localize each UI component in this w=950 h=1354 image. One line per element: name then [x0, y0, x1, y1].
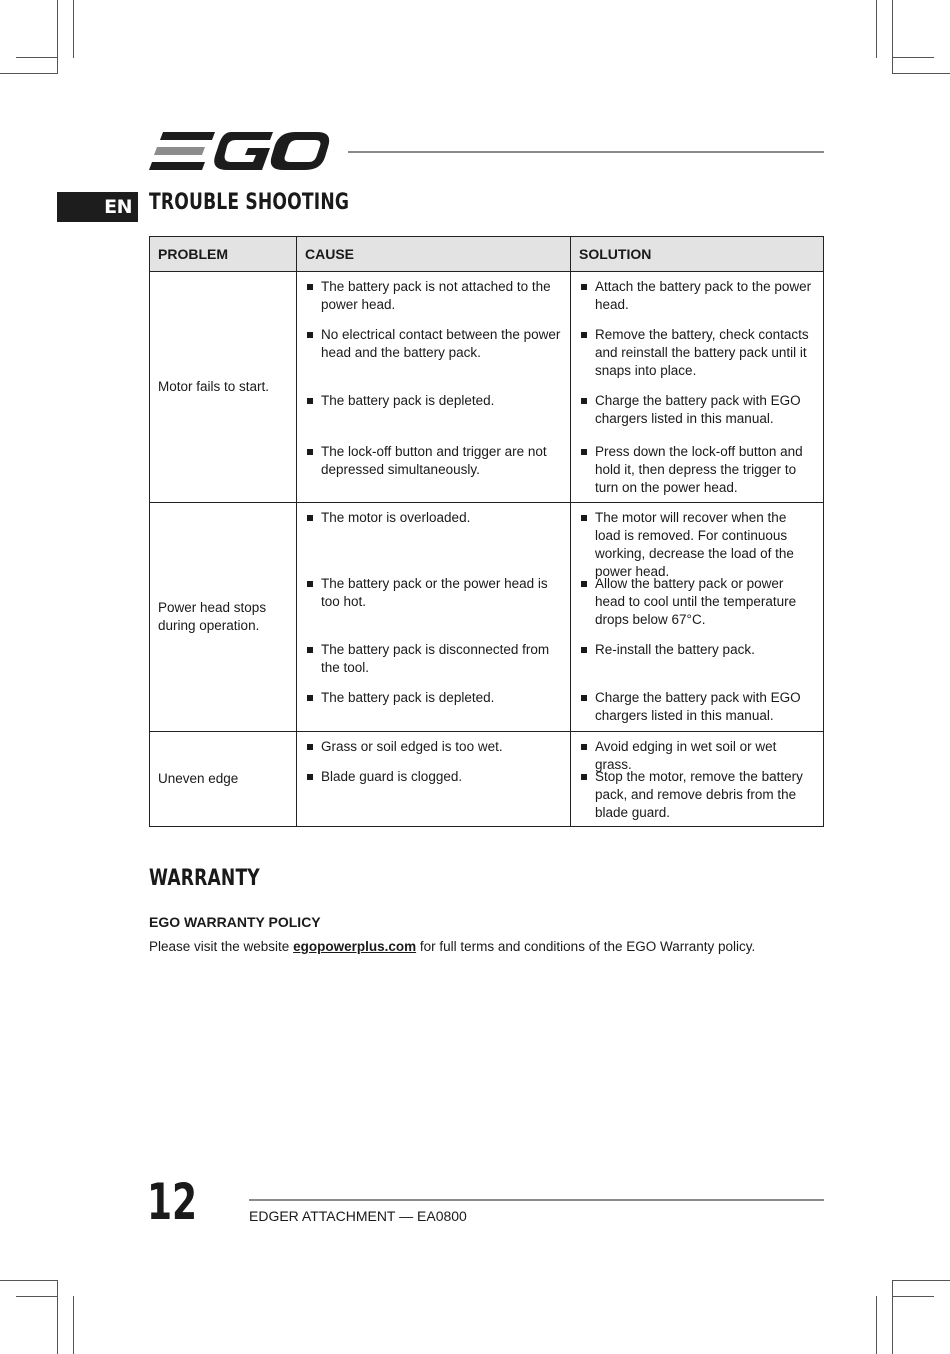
problem-cell: Power head stops during operation. [150, 503, 297, 732]
cause-text: The battery pack is not attached to the power head. [321, 279, 551, 312]
bullet-icon [307, 284, 313, 290]
warranty-text [149, 939, 755, 954]
crop-mark [57, 0, 58, 74]
solution-text: Stop the motor, remove the battery pack, and remove debris from the blade guard. [595, 769, 803, 820]
header-problem: PROBLEM [150, 237, 297, 272]
problem-cell: Motor fails to start. [150, 272, 297, 503]
crop-mark [73, 1296, 74, 1354]
troubleshooting-title: TROUBLE SHOOTING [149, 190, 350, 215]
header-rule [348, 151, 824, 153]
crop-mark [892, 0, 893, 74]
crop-mark [0, 73, 57, 74]
crop-mark [876, 1296, 877, 1354]
bullet-icon [307, 695, 313, 701]
website-link[interactable]: egopowerplus.com [293, 939, 417, 954]
bullet-icon [307, 398, 313, 404]
solution-cell [571, 272, 824, 503]
crop-mark [876, 0, 877, 58]
solution-text: Avoid edging in wet soil or wet grass. [595, 739, 777, 772]
solution-text: Charge the battery pack with EGO chargers listed in this manual. [595, 393, 801, 426]
solution-text: Attach the battery pack to the power head. [595, 279, 812, 312]
crop-mark [16, 1296, 57, 1297]
cause-cell [297, 503, 571, 732]
bullet-icon [581, 284, 587, 290]
bullet-icon [581, 647, 587, 653]
bullet-icon [581, 398, 587, 404]
warranty-title: WARRANTY [149, 866, 260, 891]
cause-text: The battery pack is depleted. [321, 690, 495, 705]
cause-text: No electrical contact between the power head and the battery pack. [321, 327, 561, 360]
footer-rule [249, 1199, 824, 1201]
solution-text: Re-install the battery pack. [595, 642, 755, 657]
bullet-icon [307, 581, 313, 587]
cause-text: The battery pack or the power head is too hot. [321, 576, 548, 609]
cause-text: Grass or soil edged is too wet. [321, 739, 503, 754]
solution-text: Allow the battery pack or power head to cool until the temperature drops below 67°C. [595, 576, 797, 627]
bullet-icon [581, 449, 587, 455]
bullet-icon [581, 332, 587, 338]
bullet-icon [307, 744, 313, 750]
language-tab: EN [57, 192, 138, 222]
crop-mark [0, 1280, 57, 1281]
footer-doc-title: EDGER ATTACHMENT — EA0800 [249, 1208, 467, 1224]
crop-mark [893, 73, 950, 74]
troubleshooting-table [149, 236, 824, 827]
cause-text: The motor is overloaded. [321, 510, 471, 525]
bullet-icon [307, 774, 313, 780]
solution-cell [571, 503, 824, 732]
header-solution: SOLUTION [571, 237, 824, 272]
solution-text: Charge the battery pack with EGO chargers listed in this manual. [595, 690, 801, 723]
solution-text: Remove the battery, check contacts and reinstall the battery pack until it snaps into place. [595, 327, 809, 378]
header-cause: CAUSE [297, 237, 571, 272]
solution-text: The motor will recover when the load is removed. For continuous working, decrease the load of the power head. [595, 510, 794, 579]
cause-text: The battery pack is depleted. [321, 393, 495, 408]
crop-mark [57, 1280, 58, 1354]
crop-mark [16, 57, 57, 58]
bullet-icon [307, 647, 313, 653]
warranty-text-before: Please visit the website [149, 939, 294, 954]
crop-mark [892, 1280, 893, 1354]
bullet-icon [581, 695, 587, 701]
crop-mark [893, 1280, 950, 1281]
table-header-row [150, 237, 824, 272]
bullet-icon [307, 332, 313, 338]
solution-cell [571, 732, 824, 827]
solution-text: Press down the lock-off button and hold it, then depress the trigger to turn on the power head. [595, 444, 803, 495]
bullet-icon [581, 581, 587, 587]
table-row [150, 732, 824, 827]
bullet-icon [581, 774, 587, 780]
table-row [150, 272, 824, 503]
cause-text: The battery pack is disconnected from the tool. [321, 642, 550, 675]
cause-cell [297, 732, 571, 827]
crop-mark [73, 0, 74, 58]
warranty-text-after: for full terms and conditions of the EGO Warranty policy. [416, 939, 756, 954]
bullet-icon [581, 744, 587, 750]
problem-cell: Uneven edge [150, 732, 297, 827]
cause-cell [297, 272, 571, 503]
page-number: 12 [147, 1173, 198, 1231]
ego-logo [149, 130, 331, 172]
crop-mark [893, 57, 934, 58]
bullet-icon [581, 515, 587, 521]
warranty-subtitle: EGO WARRANTY POLICY [149, 914, 321, 930]
cause-text: The lock-off button and trigger are not depressed simultaneously. [321, 444, 547, 477]
bullet-icon [307, 515, 313, 521]
table-row [150, 503, 824, 732]
bullet-icon [307, 449, 313, 455]
cause-text: Blade guard is clogged. [321, 769, 463, 784]
crop-mark [893, 1296, 934, 1297]
